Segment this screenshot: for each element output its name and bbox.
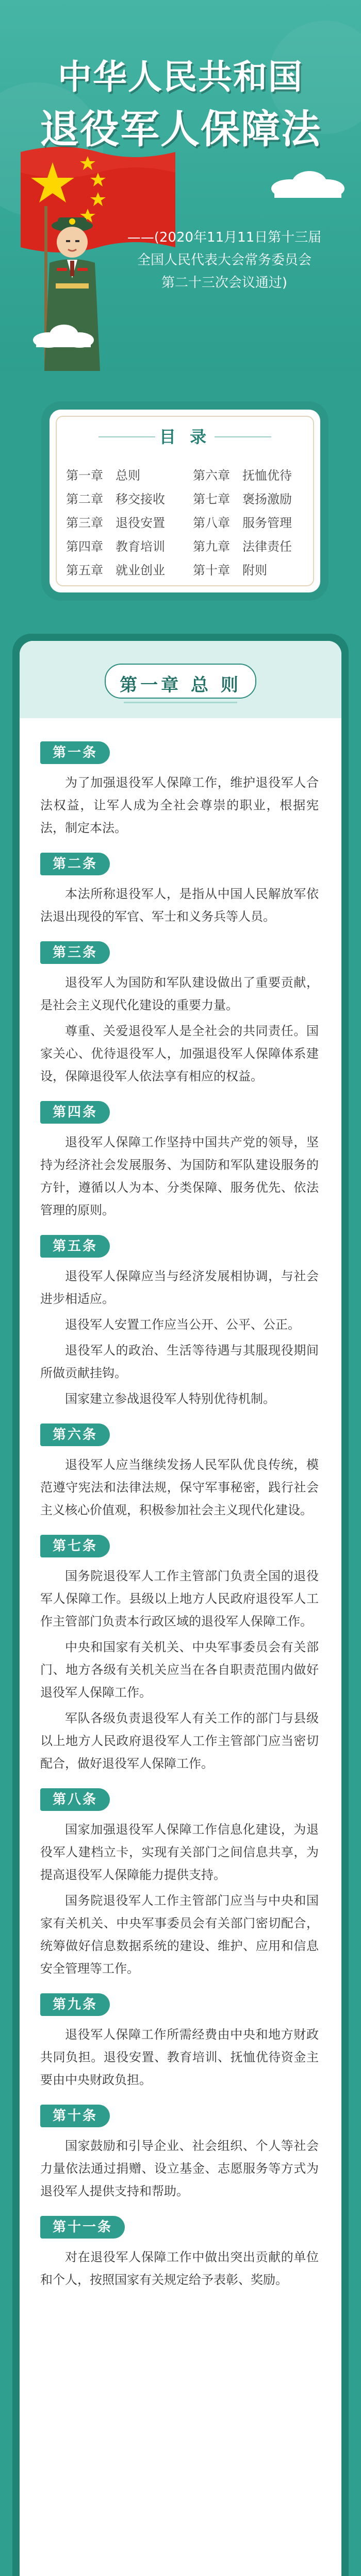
article-number-badge: 第九条 (40, 1993, 110, 2016)
toc-column-left (66, 462, 177, 581)
toc-item[interactable] (193, 533, 304, 557)
toc-item[interactable] (66, 533, 177, 557)
article-number-badge: 第七条 (40, 1535, 110, 1557)
article-number-badge: 第五条 (40, 1235, 110, 1258)
toc-chapter-number: 第二章 (66, 492, 103, 506)
toc-item[interactable] (66, 462, 177, 486)
article-paragraph: 中央和国家有关机关、中央军事委员会有关部门、地方各级有关机关应当在各自职责范围内做好退役军人保障工作。 (40, 1640, 319, 1700)
toc-chapter-number: 第五章 (66, 563, 103, 578)
article-paragraph: 本法所称退役军人，是指从中国人民解放军依法退出现役的军官、军士和义务兵等人员。 (40, 887, 319, 924)
toc-column-right (193, 462, 304, 581)
article-paragraph: 尊重、关爱退役军人是全社会的共同责任。国家关心、优待退役军人，加强退役军人保障体系建设，保障退役军人依法享有相应的权益。 (40, 1024, 319, 1083)
toc-chapter-name: 总则 (116, 468, 140, 483)
article-number-badge: 第二条 (40, 853, 110, 875)
article-paragraph: 退役军人的政治、生活等待遇与其服现役期间所做贡献挂钩。 (40, 1343, 319, 1380)
article (40, 1235, 319, 1410)
toc-chapter-name: 移交接收 (116, 492, 165, 506)
toc-chapter-number: 第七章 (193, 492, 230, 506)
article-paragraph: 国务院退役军人工作主管部门应当与中央和国家有关机关、中央军事委员会有关部门密切配合，统筹做好信息数据系统的建设、维护、应用和信息安全管理等工作。 (40, 1893, 319, 1976)
title-line-1: 中华人民共和国 (58, 57, 303, 97)
article-paragraph: 军队各级负责退役军人有关工作的部门与县级以上地方人民政府退役军人工作主管部门应当密切配合，做好退役军人保障工作。 (40, 1711, 319, 1771)
toc-item[interactable] (66, 557, 177, 581)
cloud-icon (32, 325, 94, 348)
article-number-badge: 第三条 (40, 941, 110, 964)
article-paragraph: 为了加强退役军人保障工作，维护退役军人合法权益，让军人成为全社会尊崇的职业，根据宪法，制定本法。 (40, 775, 319, 835)
toc-chapter-number: 第八章 (193, 515, 230, 530)
toc-title: 目 录 (159, 427, 211, 447)
toc-chapter-name: 附则 (242, 563, 267, 578)
article-number-badge: 第八条 (40, 1788, 110, 1811)
cloud-icon (269, 170, 347, 198)
title-line-2: 退役军人保障法 (40, 106, 321, 152)
toc-chapter-number: 第十章 (193, 563, 230, 578)
article (40, 741, 319, 839)
toc-chapter-number: 第九章 (193, 539, 230, 554)
chapter-panel (20, 641, 341, 2576)
article-number-badge: 第一条 (40, 741, 110, 764)
article-paragraph: 退役军人安置工作应当公开、公平、公正。 (65, 1317, 300, 1332)
toc-item[interactable] (66, 510, 177, 533)
article-paragraph: 国务院退役军人工作主管部门负责全国的退役军人保障工作。县级以上地方人民政府退役军人工作主管部门负责本行政区域的退役军人保障工作。 (40, 1569, 319, 1629)
toc-chapter-name: 褒扬激励 (242, 492, 292, 506)
article (40, 1535, 319, 1775)
article-number-badge: 第六条 (40, 1423, 110, 1446)
article (40, 2105, 319, 2202)
table-of-contents (50, 410, 320, 592)
toc-chapter-number: 第一章 (66, 468, 103, 483)
article-paragraph: 国家建立参战退役军人特别优待机制。 (65, 1392, 275, 1406)
article-paragraph: 国家鼓励和引导企业、社会组织、个人等社会力量依法通过捐赠、设立基金、志愿服务等方式为退役军人提供支持和帮助。 (40, 2139, 319, 2198)
chapter-title: 第一章 总 则 (120, 675, 241, 696)
article-paragraph: 退役军人保障工作所需经费由中央和地方财政共同负担。退役安置、教育培训、抚恤优待资金主要由中央财政负担。 (40, 2027, 319, 2087)
article-list (40, 741, 319, 2304)
divider (124, 702, 237, 703)
article-paragraph: 国家加强退役军人保障工作信息化建设，为退役军人建档立卡，实现有关部门之间信息共享，为提高退役军人保障能力提供支持。 (40, 1822, 319, 1882)
chapter-panel-frame (12, 634, 349, 2576)
header-banner (0, 0, 361, 371)
toc-item[interactable] (193, 462, 304, 486)
toc-item[interactable] (66, 486, 177, 510)
subtitle-line: 第二十三次会议通过) (161, 275, 288, 291)
toc-chapter-name: 抚恤优待 (242, 468, 292, 483)
subtitle-line: 全国人民代表大会常务委员会 (137, 252, 311, 268)
toc-chapter-number: 第三章 (66, 515, 103, 530)
toc-chapter-name: 退役安置 (116, 515, 165, 530)
subtitle-line: ——(2020年11月11日第十三届 (127, 230, 322, 245)
toc-item[interactable] (193, 486, 304, 510)
toc-chapter-number: 第六章 (193, 468, 230, 483)
toc-item[interactable] (193, 557, 304, 581)
article-paragraph: 退役军人保障应当与经济发展相协调，与社会进步相适应。 (40, 1269, 319, 1306)
toc-chapter-name: 法律责任 (242, 539, 292, 554)
article-paragraph: 退役军人应当继续发扬人民军队优良传统，模范遵守宪法和法律法规，保守军事秘密，践行社会主义核心价值观，积极参加社会主义现代化建设。 (40, 1458, 319, 1517)
article-number-badge: 第十条 (40, 2105, 110, 2127)
toc-chapter-number: 第四章 (66, 539, 103, 554)
toc-chapter-name: 服务管理 (242, 515, 292, 530)
article-paragraph: 对在退役军人保障工作中做出突出贡献的单位和个人，按照国家有关规定给予表彰、奖励。 (40, 2250, 319, 2287)
chapter-heading-box (105, 664, 256, 699)
article-number-badge: 第四条 (40, 1101, 110, 1124)
article-paragraph: 退役军人为国防和军队建设做出了重要贡献，是社会主义现代化建设的重要力量。 (40, 975, 319, 1012)
article (40, 1993, 319, 2091)
article (40, 1423, 319, 1521)
article-number-badge: 第十一条 (40, 2216, 125, 2239)
article (40, 853, 319, 928)
article (40, 1788, 319, 1980)
article-paragraph: 退役军人保障工作坚持中国共产党的领导，坚持为经济社会发展服务、为国防和军队建设服务的方针，遵循以人为本、分类保障、服务优先、依法管理的原则。 (40, 1135, 319, 1217)
article (40, 2216, 319, 2291)
toc-item[interactable] (193, 510, 304, 533)
toc-chapter-name: 就业创业 (116, 563, 165, 578)
article (40, 1101, 319, 1222)
toc-chapter-name: 教育培训 (116, 539, 165, 554)
article (40, 941, 319, 1088)
